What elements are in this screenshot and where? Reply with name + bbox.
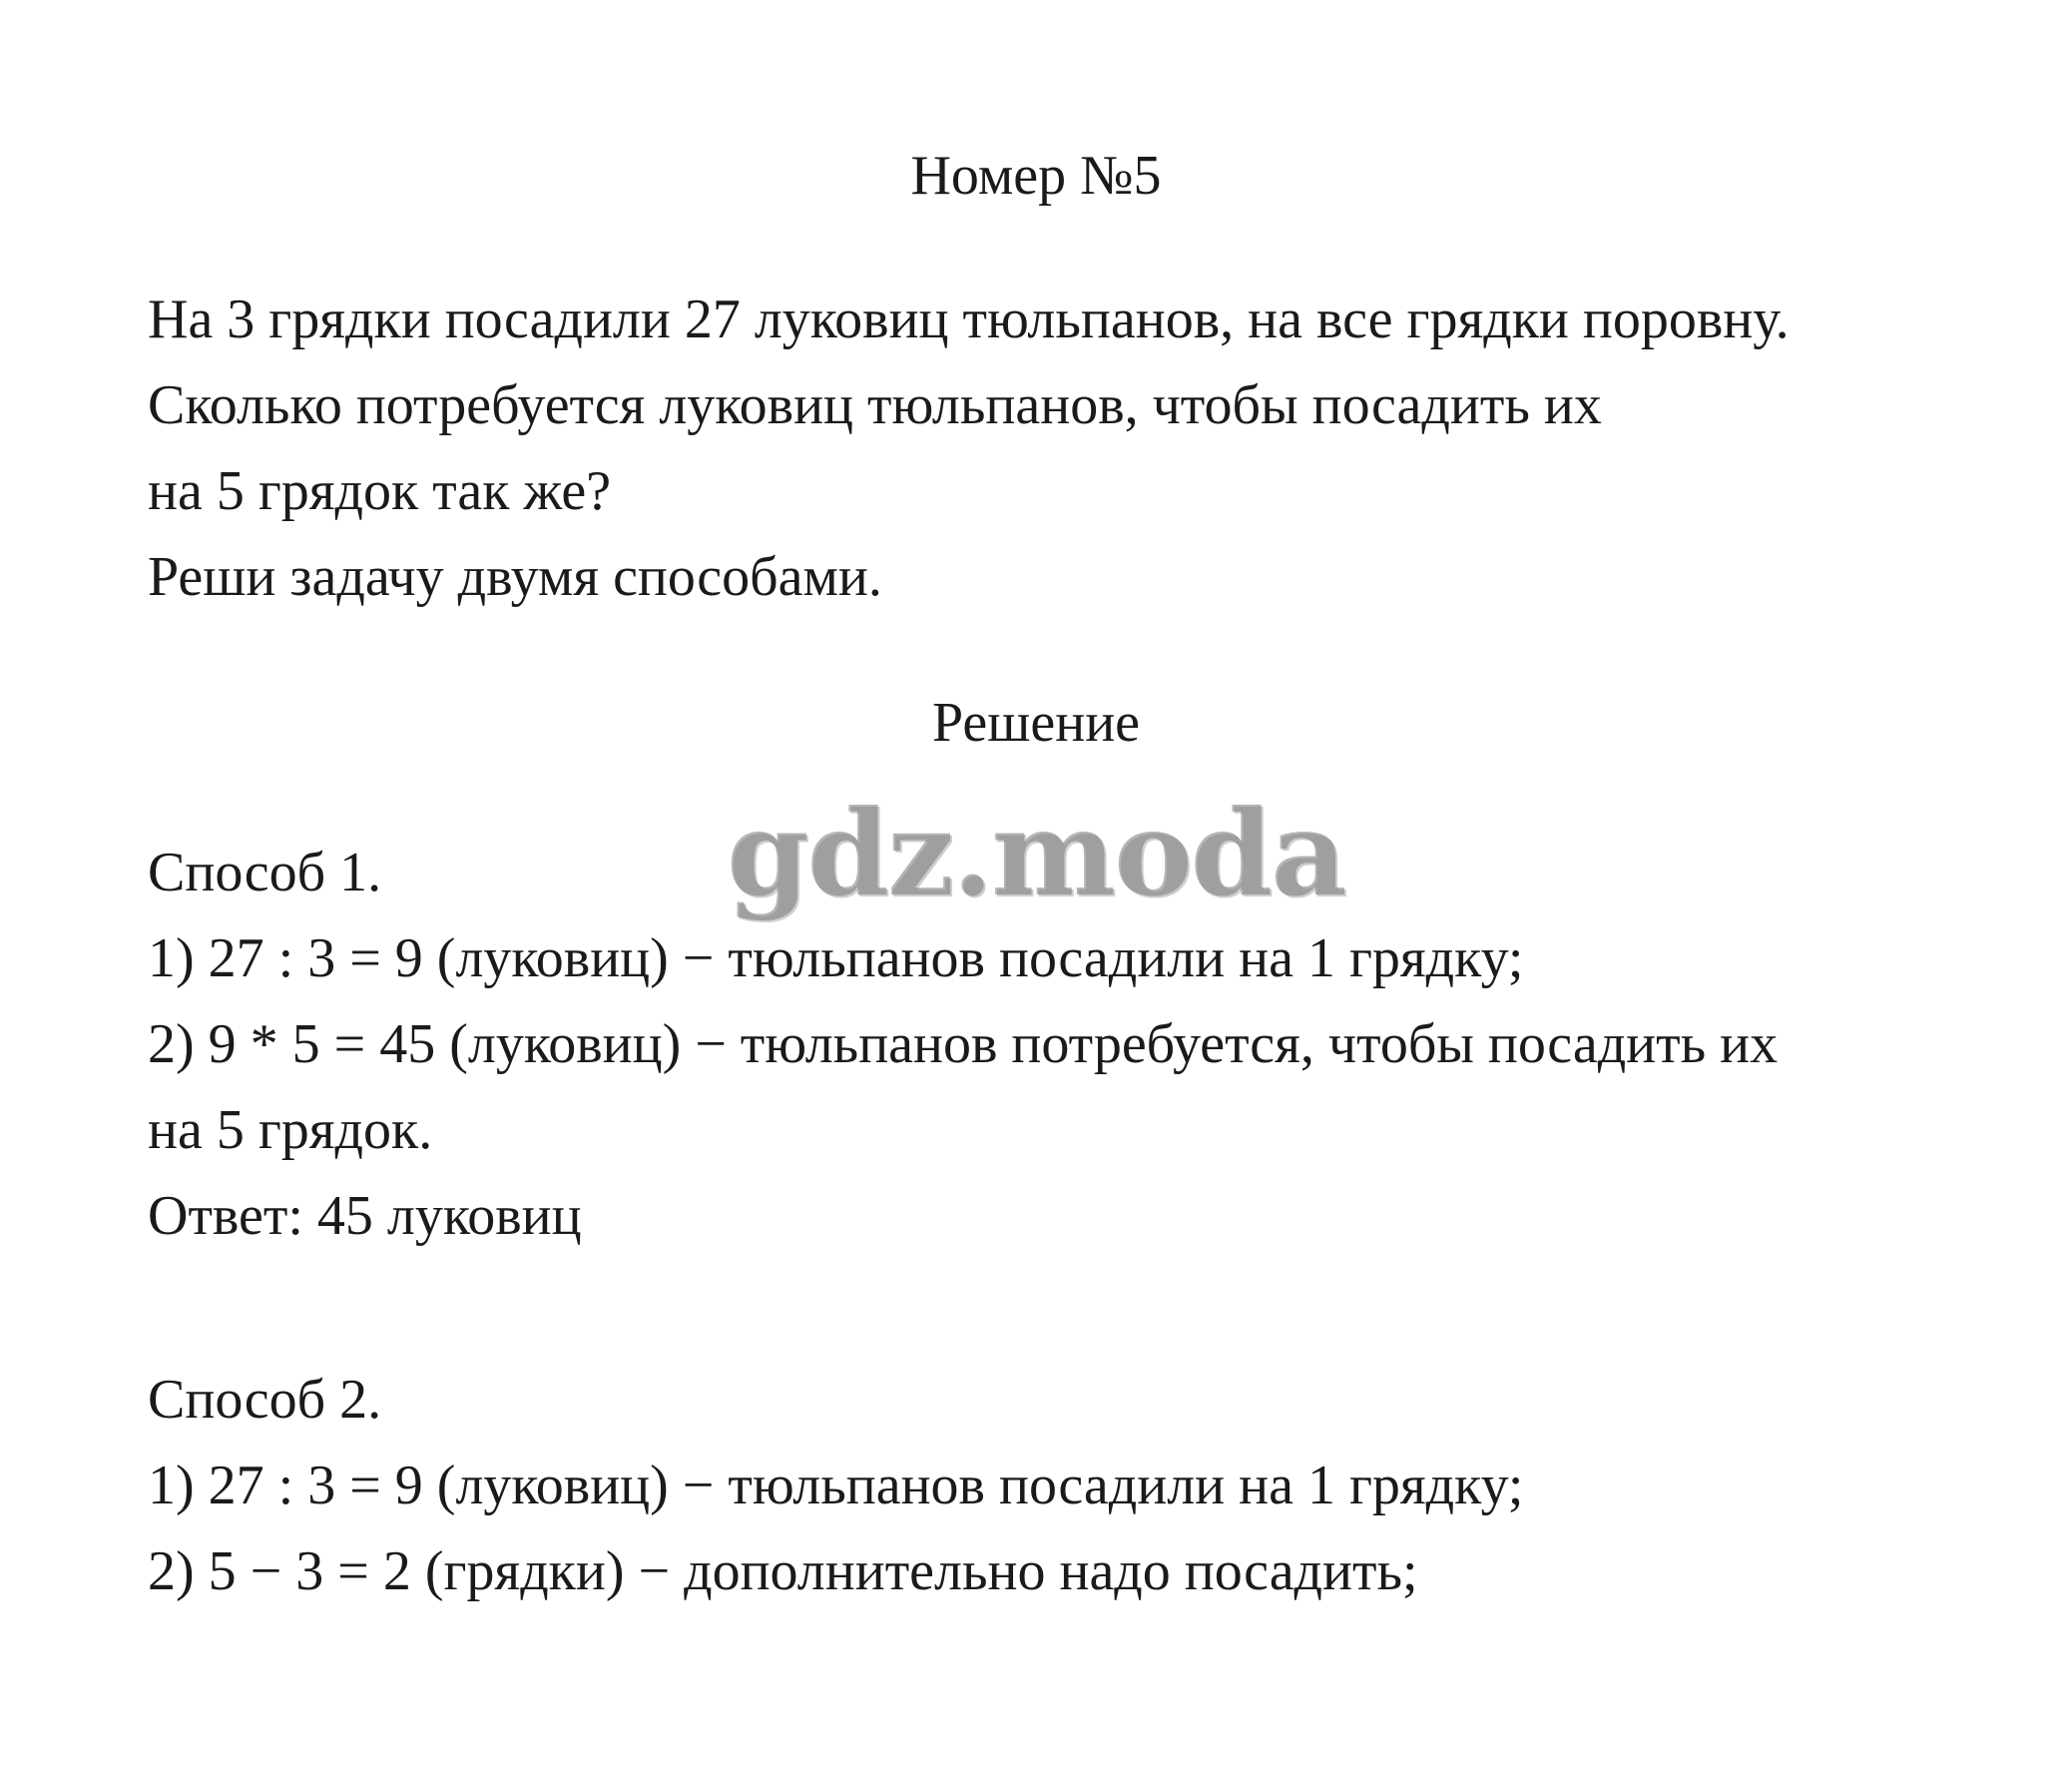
method1-heading: Способ 1.: [148, 842, 382, 903]
method1-line-1: 1) 27 : 3 = 9 (луковиц) − тюльпанов посадили на 1 грядку;: [148, 927, 1524, 989]
method1-answer: Ответ: 45 луковиц: [148, 1185, 582, 1247]
problem-line-2: Сколько потребуется луковиц тюльпанов, чтобы посадить их: [148, 374, 1602, 436]
watermark-logo: gdz.moda: [727, 784, 1345, 922]
problem-line-3: на 5 грядок так же?: [148, 460, 612, 522]
page-title: Номер №5: [910, 145, 1162, 207]
method2-line-2: 2) 5 − 3 = 2 (грядки) − дополнительно надо посадить;: [148, 1540, 1418, 1602]
method1-line-3: на 5 грядок.: [148, 1099, 433, 1161]
method1-line-2: 2) 9 * 5 = 45 (луковиц) − тюльпанов потребуется, чтобы посадить их: [148, 1013, 1779, 1075]
problem-line-1: На 3 грядки посадили 27 луковиц тюльпанов, на все грядки поровну.: [148, 289, 1790, 350]
problem-line-4: Реши задачу двумя способами.: [148, 546, 882, 608]
solution-heading: Решение: [931, 692, 1141, 754]
method2-line-1: 1) 27 : 3 = 9 (луковиц) − тюльпанов посадили на 1 грядку;: [148, 1455, 1524, 1516]
method2-heading: Способ 2.: [148, 1369, 382, 1431]
